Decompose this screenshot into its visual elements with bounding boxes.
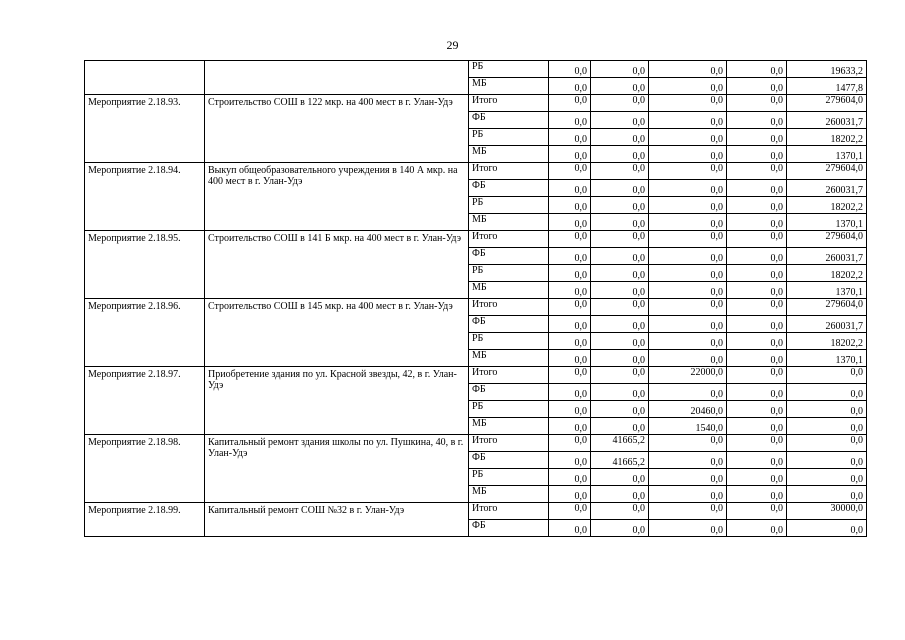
event-cell: Мероприятие 2.18.95. bbox=[85, 231, 205, 299]
funding-source-cell: Итого bbox=[469, 503, 549, 520]
event-cell: Мероприятие 2.18.98. bbox=[85, 435, 205, 503]
funding-source-cell: Итого bbox=[469, 435, 549, 452]
value-cell: 0,0 bbox=[727, 367, 787, 384]
value-cell: 0,0 bbox=[549, 401, 591, 418]
value-cell: 0,0 bbox=[649, 112, 727, 129]
funding-source-cell: ФБ bbox=[469, 248, 549, 265]
value-cell: 0,0 bbox=[549, 197, 591, 214]
funding-source-cell: МБ bbox=[469, 418, 549, 435]
value-cell: 18202,2 bbox=[787, 265, 867, 282]
value-cell: 22000,0 bbox=[649, 367, 727, 384]
table-row bbox=[85, 435, 867, 452]
value-cell: 0,0 bbox=[649, 129, 727, 146]
value-cell: 19633,2 bbox=[787, 61, 867, 78]
value-cell: 0,0 bbox=[591, 350, 649, 367]
value-cell: 0,0 bbox=[727, 214, 787, 231]
funding-source-cell: РБ bbox=[469, 129, 549, 146]
value-cell: 0,0 bbox=[649, 61, 727, 78]
value-cell: 0,0 bbox=[549, 333, 591, 350]
value-cell: 260031,7 bbox=[787, 180, 867, 197]
value-cell: 0,0 bbox=[591, 520, 649, 537]
value-cell: 0,0 bbox=[649, 180, 727, 197]
value-cell: 0,0 bbox=[787, 418, 867, 435]
value-cell: 0,0 bbox=[591, 146, 649, 163]
value-cell: 0,0 bbox=[649, 265, 727, 282]
value-cell: 20460,0 bbox=[649, 401, 727, 418]
value-cell: 279604,0 bbox=[787, 163, 867, 180]
funding-source-cell: МБ bbox=[469, 214, 549, 231]
value-cell: 0,0 bbox=[591, 418, 649, 435]
value-cell: 0,0 bbox=[727, 469, 787, 486]
value-cell: 0,0 bbox=[591, 384, 649, 401]
description-cell: Строительство СОШ в 145 мкр. на 400 мест в г. Улан-Удэ bbox=[205, 299, 469, 367]
value-cell: 0,0 bbox=[549, 384, 591, 401]
event-cell: Мероприятие 2.18.96. bbox=[85, 299, 205, 367]
description-cell: Строительство СОШ в 122 мкр. на 400 мест в г. Улан-Удэ bbox=[205, 95, 469, 163]
value-cell: 0,0 bbox=[727, 248, 787, 265]
value-cell: 0,0 bbox=[649, 520, 727, 537]
funding-source-cell: МБ bbox=[469, 282, 549, 299]
value-cell: 0,0 bbox=[549, 146, 591, 163]
value-cell: 1540,0 bbox=[649, 418, 727, 435]
value-cell: 0,0 bbox=[787, 452, 867, 469]
value-cell: 0,0 bbox=[549, 214, 591, 231]
value-cell: 0,0 bbox=[649, 146, 727, 163]
value-cell: 0,0 bbox=[727, 333, 787, 350]
value-cell: 0,0 bbox=[649, 486, 727, 503]
budget-table bbox=[84, 60, 867, 537]
value-cell: 0,0 bbox=[591, 129, 649, 146]
value-cell: 0,0 bbox=[649, 503, 727, 520]
value-cell: 0,0 bbox=[591, 231, 649, 248]
value-cell: 0,0 bbox=[727, 435, 787, 452]
value-cell: 0,0 bbox=[649, 214, 727, 231]
description-cell: Выкуп общеобразовательного учреждения в 140 А мкр. на 400 мест в г. Улан-Удэ bbox=[205, 163, 469, 231]
value-cell: 0,0 bbox=[591, 469, 649, 486]
value-cell: 1370,1 bbox=[787, 282, 867, 299]
value-cell: 0,0 bbox=[549, 282, 591, 299]
funding-source-cell: РБ bbox=[469, 61, 549, 78]
value-cell: 1477,8 bbox=[787, 78, 867, 95]
description-cell: Строительство СОШ в 141 Б мкр. на 400 мест в г. Улан-Удэ bbox=[205, 231, 469, 299]
value-cell: 0,0 bbox=[591, 61, 649, 78]
value-cell: 0,0 bbox=[549, 180, 591, 197]
table-row bbox=[85, 163, 867, 180]
value-cell: 0,0 bbox=[549, 316, 591, 333]
value-cell: 0,0 bbox=[591, 486, 649, 503]
value-cell: 41665,2 bbox=[591, 435, 649, 452]
value-cell: 0,0 bbox=[727, 180, 787, 197]
value-cell: 0,0 bbox=[549, 299, 591, 316]
value-cell: 0,0 bbox=[727, 299, 787, 316]
value-cell: 1370,1 bbox=[787, 214, 867, 231]
value-cell: 0,0 bbox=[591, 316, 649, 333]
table-row bbox=[85, 95, 867, 112]
page-number: 29 bbox=[446, 38, 459, 52]
value-cell: 0,0 bbox=[591, 180, 649, 197]
value-cell: 0,0 bbox=[727, 418, 787, 435]
value-cell: 0,0 bbox=[549, 520, 591, 537]
table-row bbox=[85, 61, 867, 78]
funding-source-cell: МБ bbox=[469, 78, 549, 95]
value-cell: 0,0 bbox=[787, 367, 867, 384]
funding-source-cell: МБ bbox=[469, 350, 549, 367]
value-cell: 0,0 bbox=[549, 112, 591, 129]
value-cell: 0,0 bbox=[649, 435, 727, 452]
value-cell: 0,0 bbox=[727, 61, 787, 78]
value-cell: 0,0 bbox=[549, 61, 591, 78]
value-cell: 0,0 bbox=[727, 78, 787, 95]
value-cell: 41665,2 bbox=[591, 452, 649, 469]
value-cell: 1370,1 bbox=[787, 350, 867, 367]
value-cell: 18202,2 bbox=[787, 333, 867, 350]
value-cell: 0,0 bbox=[549, 129, 591, 146]
value-cell: 0,0 bbox=[727, 112, 787, 129]
value-cell: 0,0 bbox=[591, 299, 649, 316]
value-cell: 0,0 bbox=[649, 248, 727, 265]
value-cell: 0,0 bbox=[727, 163, 787, 180]
value-cell: 0,0 bbox=[549, 350, 591, 367]
value-cell: 0,0 bbox=[549, 163, 591, 180]
value-cell: 0,0 bbox=[727, 95, 787, 112]
value-cell: 0,0 bbox=[649, 197, 727, 214]
value-cell: 0,0 bbox=[549, 78, 591, 95]
value-cell: 0,0 bbox=[649, 469, 727, 486]
event-cell: Мероприятие 2.18.94. bbox=[85, 163, 205, 231]
value-cell: 0,0 bbox=[649, 163, 727, 180]
funding-source-cell: РБ bbox=[469, 265, 549, 282]
value-cell: 0,0 bbox=[649, 333, 727, 350]
funding-source-cell: ФБ bbox=[469, 384, 549, 401]
value-cell: 279604,0 bbox=[787, 95, 867, 112]
value-cell: 260031,7 bbox=[787, 316, 867, 333]
value-cell: 0,0 bbox=[727, 129, 787, 146]
value-cell: 30000,0 bbox=[787, 503, 867, 520]
funding-source-cell: МБ bbox=[469, 486, 549, 503]
value-cell: 0,0 bbox=[649, 316, 727, 333]
value-cell: 0,0 bbox=[787, 401, 867, 418]
table-row bbox=[85, 231, 867, 248]
value-cell: 0,0 bbox=[591, 503, 649, 520]
value-cell: 0,0 bbox=[649, 282, 727, 299]
value-cell: 0,0 bbox=[727, 520, 787, 537]
value-cell: 0,0 bbox=[787, 486, 867, 503]
value-cell: 260031,7 bbox=[787, 112, 867, 129]
value-cell: 18202,2 bbox=[787, 129, 867, 146]
funding-source-cell: МБ bbox=[469, 146, 549, 163]
funding-source-cell: Итого bbox=[469, 163, 549, 180]
event-cell: Мероприятие 2.18.97. bbox=[85, 367, 205, 435]
value-cell: 0,0 bbox=[727, 316, 787, 333]
description-cell: Капитальный ремонт СОШ №32 в г. Улан-Удэ bbox=[205, 503, 469, 537]
value-cell: 0,0 bbox=[549, 95, 591, 112]
value-cell: 0,0 bbox=[549, 452, 591, 469]
description-cell: Приобретение здания по ул. Красной звезды, 42, в г. Улан-Удэ bbox=[205, 367, 469, 435]
value-cell: 0,0 bbox=[591, 367, 649, 384]
value-cell: 0,0 bbox=[591, 163, 649, 180]
funding-source-cell: РБ bbox=[469, 401, 549, 418]
value-cell: 0,0 bbox=[787, 384, 867, 401]
value-cell: 0,0 bbox=[727, 503, 787, 520]
value-cell: 0,0 bbox=[727, 401, 787, 418]
funding-source-cell: ФБ bbox=[469, 316, 549, 333]
value-cell: 0,0 bbox=[591, 78, 649, 95]
value-cell: 0,0 bbox=[649, 452, 727, 469]
table-row bbox=[85, 299, 867, 316]
table-row bbox=[85, 503, 867, 520]
value-cell: 0,0 bbox=[727, 197, 787, 214]
value-cell: 0,0 bbox=[727, 231, 787, 248]
value-cell: 0,0 bbox=[591, 248, 649, 265]
value-cell: 0,0 bbox=[549, 435, 591, 452]
funding-source-cell: ФБ bbox=[469, 520, 549, 537]
value-cell: 0,0 bbox=[549, 265, 591, 282]
value-cell: 0,0 bbox=[649, 95, 727, 112]
value-cell: 0,0 bbox=[549, 231, 591, 248]
value-cell: 0,0 bbox=[591, 112, 649, 129]
value-cell: 279604,0 bbox=[787, 231, 867, 248]
value-cell: 0,0 bbox=[591, 95, 649, 112]
value-cell: 1370,1 bbox=[787, 146, 867, 163]
value-cell: 0,0 bbox=[727, 282, 787, 299]
funding-source-cell: РБ bbox=[469, 197, 549, 214]
funding-source-cell: ФБ bbox=[469, 180, 549, 197]
description-cell: Капитальный ремонт здания школы по ул. Пушкина, 40, в г. Улан-Удэ bbox=[205, 435, 469, 503]
funding-source-cell: РБ bbox=[469, 469, 549, 486]
value-cell: 0,0 bbox=[727, 265, 787, 282]
value-cell: 0,0 bbox=[591, 333, 649, 350]
value-cell: 0,0 bbox=[549, 367, 591, 384]
funding-source-cell: Итого bbox=[469, 95, 549, 112]
value-cell: 0,0 bbox=[591, 265, 649, 282]
value-cell: 0,0 bbox=[549, 248, 591, 265]
funding-source-cell: Итого bbox=[469, 299, 549, 316]
table-body bbox=[85, 61, 867, 537]
value-cell: 0,0 bbox=[787, 469, 867, 486]
value-cell: 279604,0 bbox=[787, 299, 867, 316]
event-cell: Мероприятие 2.18.93. bbox=[85, 95, 205, 163]
value-cell: 0,0 bbox=[591, 401, 649, 418]
value-cell: 0,0 bbox=[649, 350, 727, 367]
value-cell: 260031,7 bbox=[787, 248, 867, 265]
value-cell: 0,0 bbox=[649, 384, 727, 401]
value-cell: 0,0 bbox=[549, 418, 591, 435]
value-cell: 18202,2 bbox=[787, 197, 867, 214]
value-cell: 0,0 bbox=[727, 486, 787, 503]
value-cell: 0,0 bbox=[787, 520, 867, 537]
value-cell: 0,0 bbox=[727, 452, 787, 469]
value-cell: 0,0 bbox=[591, 214, 649, 231]
event-cell: Мероприятие 2.18.99. bbox=[85, 503, 205, 537]
table-row bbox=[85, 367, 867, 384]
funding-source-cell: Итого bbox=[469, 367, 549, 384]
description-cell bbox=[205, 61, 469, 95]
value-cell: 0,0 bbox=[591, 282, 649, 299]
value-cell: 0,0 bbox=[549, 469, 591, 486]
funding-source-cell: РБ bbox=[469, 333, 549, 350]
value-cell: 0,0 bbox=[591, 197, 649, 214]
value-cell: 0,0 bbox=[787, 435, 867, 452]
value-cell: 0,0 bbox=[727, 146, 787, 163]
funding-source-cell: ФБ bbox=[469, 452, 549, 469]
value-cell: 0,0 bbox=[649, 231, 727, 248]
value-cell: 0,0 bbox=[727, 350, 787, 367]
value-cell: 0,0 bbox=[549, 486, 591, 503]
value-cell: 0,0 bbox=[549, 503, 591, 520]
value-cell: 0,0 bbox=[649, 78, 727, 95]
funding-source-cell: Итого bbox=[469, 231, 549, 248]
value-cell: 0,0 bbox=[727, 384, 787, 401]
funding-source-cell: ФБ bbox=[469, 112, 549, 129]
value-cell: 0,0 bbox=[649, 299, 727, 316]
event-cell bbox=[85, 61, 205, 95]
